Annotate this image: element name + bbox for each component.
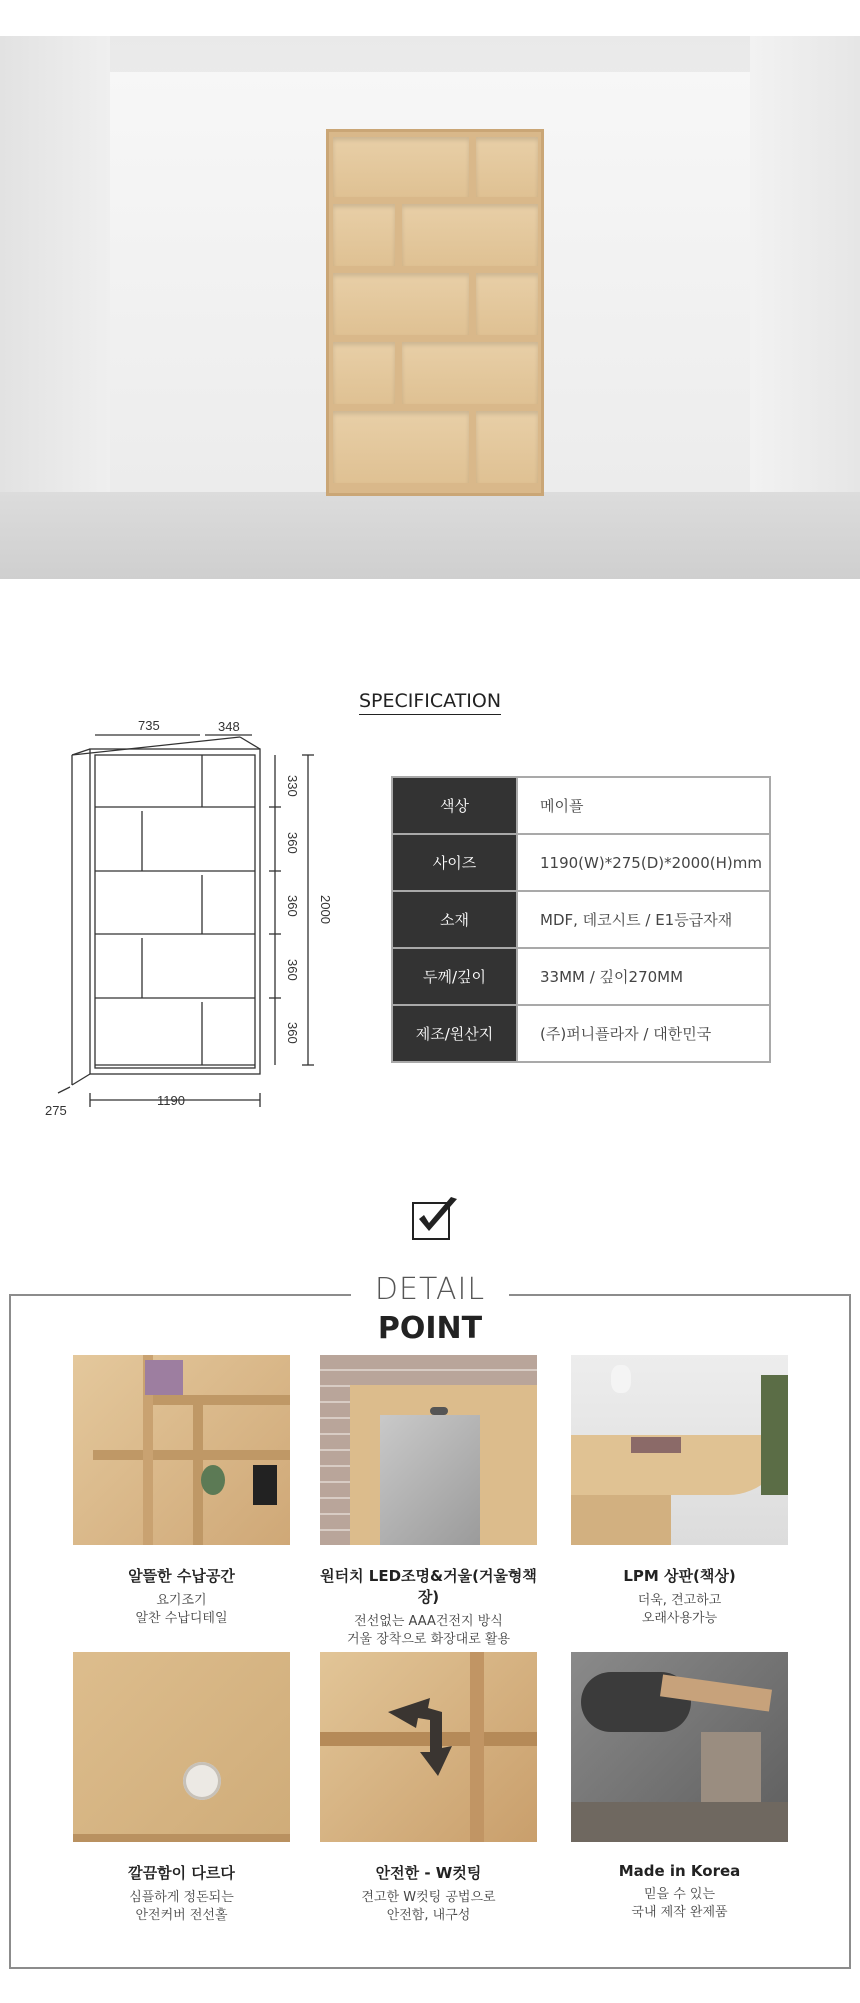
dim-735: 735 [138,718,160,733]
feature-image-w-cutting [320,1652,537,1842]
dim-360-a: 360 [285,832,300,854]
feature-desc-line: 요기조기 [156,1593,207,1608]
detail-title-light: DETAIL [351,1272,509,1307]
dim-1190: 1190 [157,1093,185,1108]
feature-desc-line: 더욱, 견고하고 [637,1593,722,1608]
feature-made-in-korea [571,1652,788,1922]
feature-desc-line: 거울 장착으로 화장대로 활용 [346,1632,511,1647]
spec-value: 1190(W)*275(D)*2000(H)mm [517,834,770,891]
dim-360-b: 360 [285,895,300,917]
feature-name: 알뜰한 수납공간 [128,1567,235,1585]
feature-desc-line: 전선없는 AAA건전지 방식 [354,1614,503,1629]
feature-w-cutting [320,1652,537,1925]
feature-led-mirror [320,1355,537,1649]
feature-desc-line: 견고한 W컷팅 공법으로 [361,1890,496,1905]
feature-desc [571,1592,788,1628]
spec-label: 두께/깊이 [392,948,517,1005]
feature-image-storage [73,1355,290,1545]
spec-title: SPECIFICATION [0,690,860,712]
feature-desc-line: 오래사용가능 [641,1611,718,1626]
dim-330: 330 [285,775,300,797]
dim-360-d: 360 [285,1022,300,1044]
feature-desc [73,1889,290,1925]
feature-name: 원터치 LED조명&거울(거울형책장) [320,1567,537,1606]
spec-value: MDF, 데코시트 / E1등급자재 [517,891,770,948]
feature-desc [320,1889,537,1925]
feature-desc-line: 안전커버 전선홀 [135,1908,228,1923]
spec-row [392,777,770,834]
spec-value: 33MM / 깊이270MM [517,948,770,1005]
hero-product-photo [0,36,860,579]
spec-row [392,1005,770,1062]
spec-row [392,891,770,948]
detail-title-bold: POINT [377,1311,483,1346]
feature-desc [320,1613,537,1649]
feature-desc-line: 국내 제작 완제품 [631,1905,728,1920]
spec-row [392,948,770,1005]
spec-row [392,834,770,891]
detail-title [0,1272,860,1346]
feature-storage [73,1355,290,1628]
spec-label: 제조/원산지 [392,1005,517,1062]
feature-desc [571,1886,788,1922]
dim-275: 275 [45,1103,67,1118]
room-floor [0,492,860,579]
spec-value: 메이플 [517,777,770,834]
spec-value: (주)퍼니플라자 / 대한민국 [517,1005,770,1062]
dim-2000: 2000 [318,895,333,924]
feature-desc-line: 심플하게 정돈되는 [129,1890,234,1905]
spec-table [391,776,771,1063]
feature-name: 안전한 - W컷팅 [375,1864,482,1882]
spec-label: 소재 [392,891,517,948]
feature-cable-hole [73,1652,290,1925]
feature-image-led-mirror [320,1355,537,1545]
spec-label: 사이즈 [392,834,517,891]
feature-desc-line: 알찬 수납디테일 [135,1611,228,1626]
feature-desc-line: 믿을 수 있는 [643,1887,716,1902]
feature-desc [73,1592,290,1628]
feature-image-lpm-desk [571,1355,788,1545]
bookshelf-image [326,129,544,496]
dim-348: 348 [218,719,240,734]
spec-label: 색상 [392,777,517,834]
feature-name: 깔끔함이 다르다 [128,1864,235,1882]
dimension-drawing [40,715,340,1125]
feature-desc-line: 안전함, 내구성 [386,1908,471,1923]
dim-360-c: 360 [285,959,300,981]
room-wall-right [750,36,860,496]
feature-lpm-desk [571,1355,788,1628]
feature-image-cable-hole [73,1652,290,1842]
checkmark-icon [411,1195,461,1241]
feature-image-made-in-korea [571,1652,788,1842]
feature-name: Made in Korea [618,1862,741,1880]
feature-name: LPM 상판(책상) [623,1567,736,1585]
